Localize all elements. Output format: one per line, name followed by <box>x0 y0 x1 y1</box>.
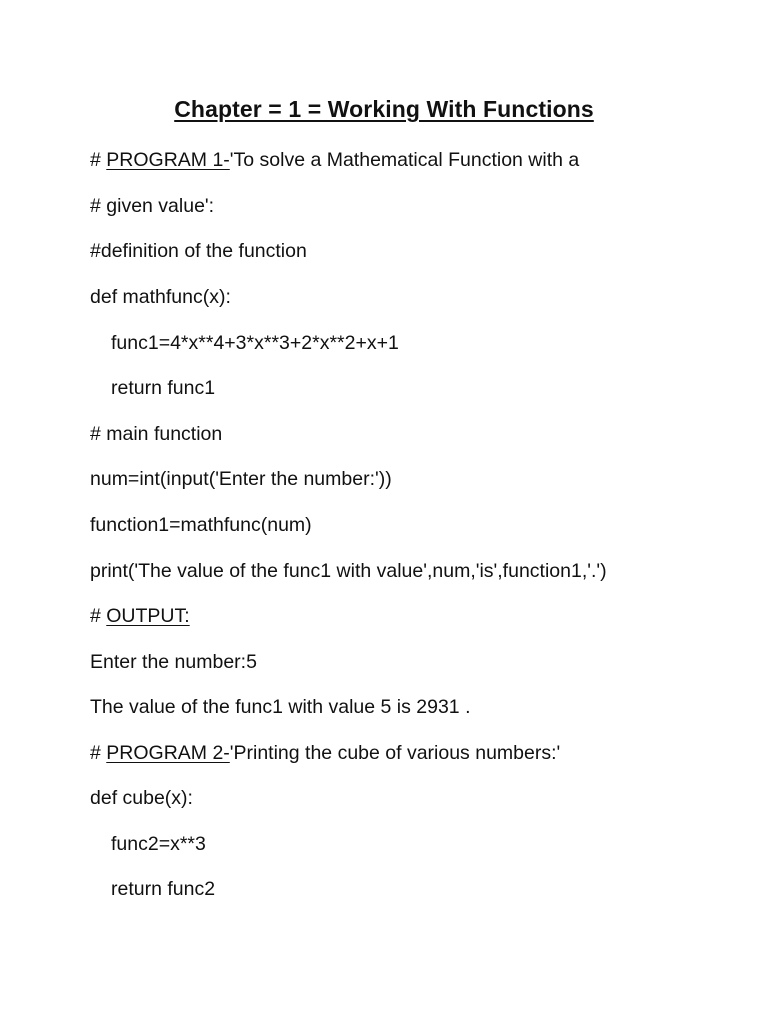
output-heading-line <box>90 604 190 628</box>
program-1-heading-line <box>90 148 579 172</box>
code-line: func1=4*x**4+3*x**3+2*x**2+x+1 <box>111 332 399 354</box>
comment-prefix: # <box>90 742 107 764</box>
code-line: func2=x**3 <box>111 833 206 855</box>
code-line: #definition of the function <box>90 240 307 262</box>
code-line: # main function <box>90 423 223 445</box>
chapter-title: Chapter = 1 = Working With Functions <box>174 96 594 122</box>
program-1-description: 'To solve a Mathematical Function with a <box>229 149 580 171</box>
code-line: def mathfunc(x): <box>90 286 231 308</box>
program-2-description: 'Printing the cube of various numbers:' <box>229 742 561 764</box>
code-line: return func1 <box>111 377 216 399</box>
code-line: function1=mathfunc(num) <box>90 514 312 536</box>
code-line: print('The value of the func1 with value',num,'is',function1,'.') <box>90 560 607 582</box>
program-2-heading-line <box>90 741 560 765</box>
code-line: num=int(input('Enter the number:')) <box>90 468 392 490</box>
output-line: Enter the number:5 <box>90 651 257 673</box>
code-line: # given value': <box>90 195 215 217</box>
program-2-label: PROGRAM 2- <box>106 742 230 764</box>
output-label: OUTPUT: <box>106 605 190 627</box>
code-line: return func2 <box>111 878 216 900</box>
comment-prefix: # <box>90 605 107 627</box>
code-line: def cube(x): <box>90 787 193 809</box>
comment-prefix: # <box>90 149 107 171</box>
program-1-label: PROGRAM 1- <box>106 149 230 171</box>
output-line: The value of the func1 with value 5 is 2931 . <box>90 696 471 718</box>
